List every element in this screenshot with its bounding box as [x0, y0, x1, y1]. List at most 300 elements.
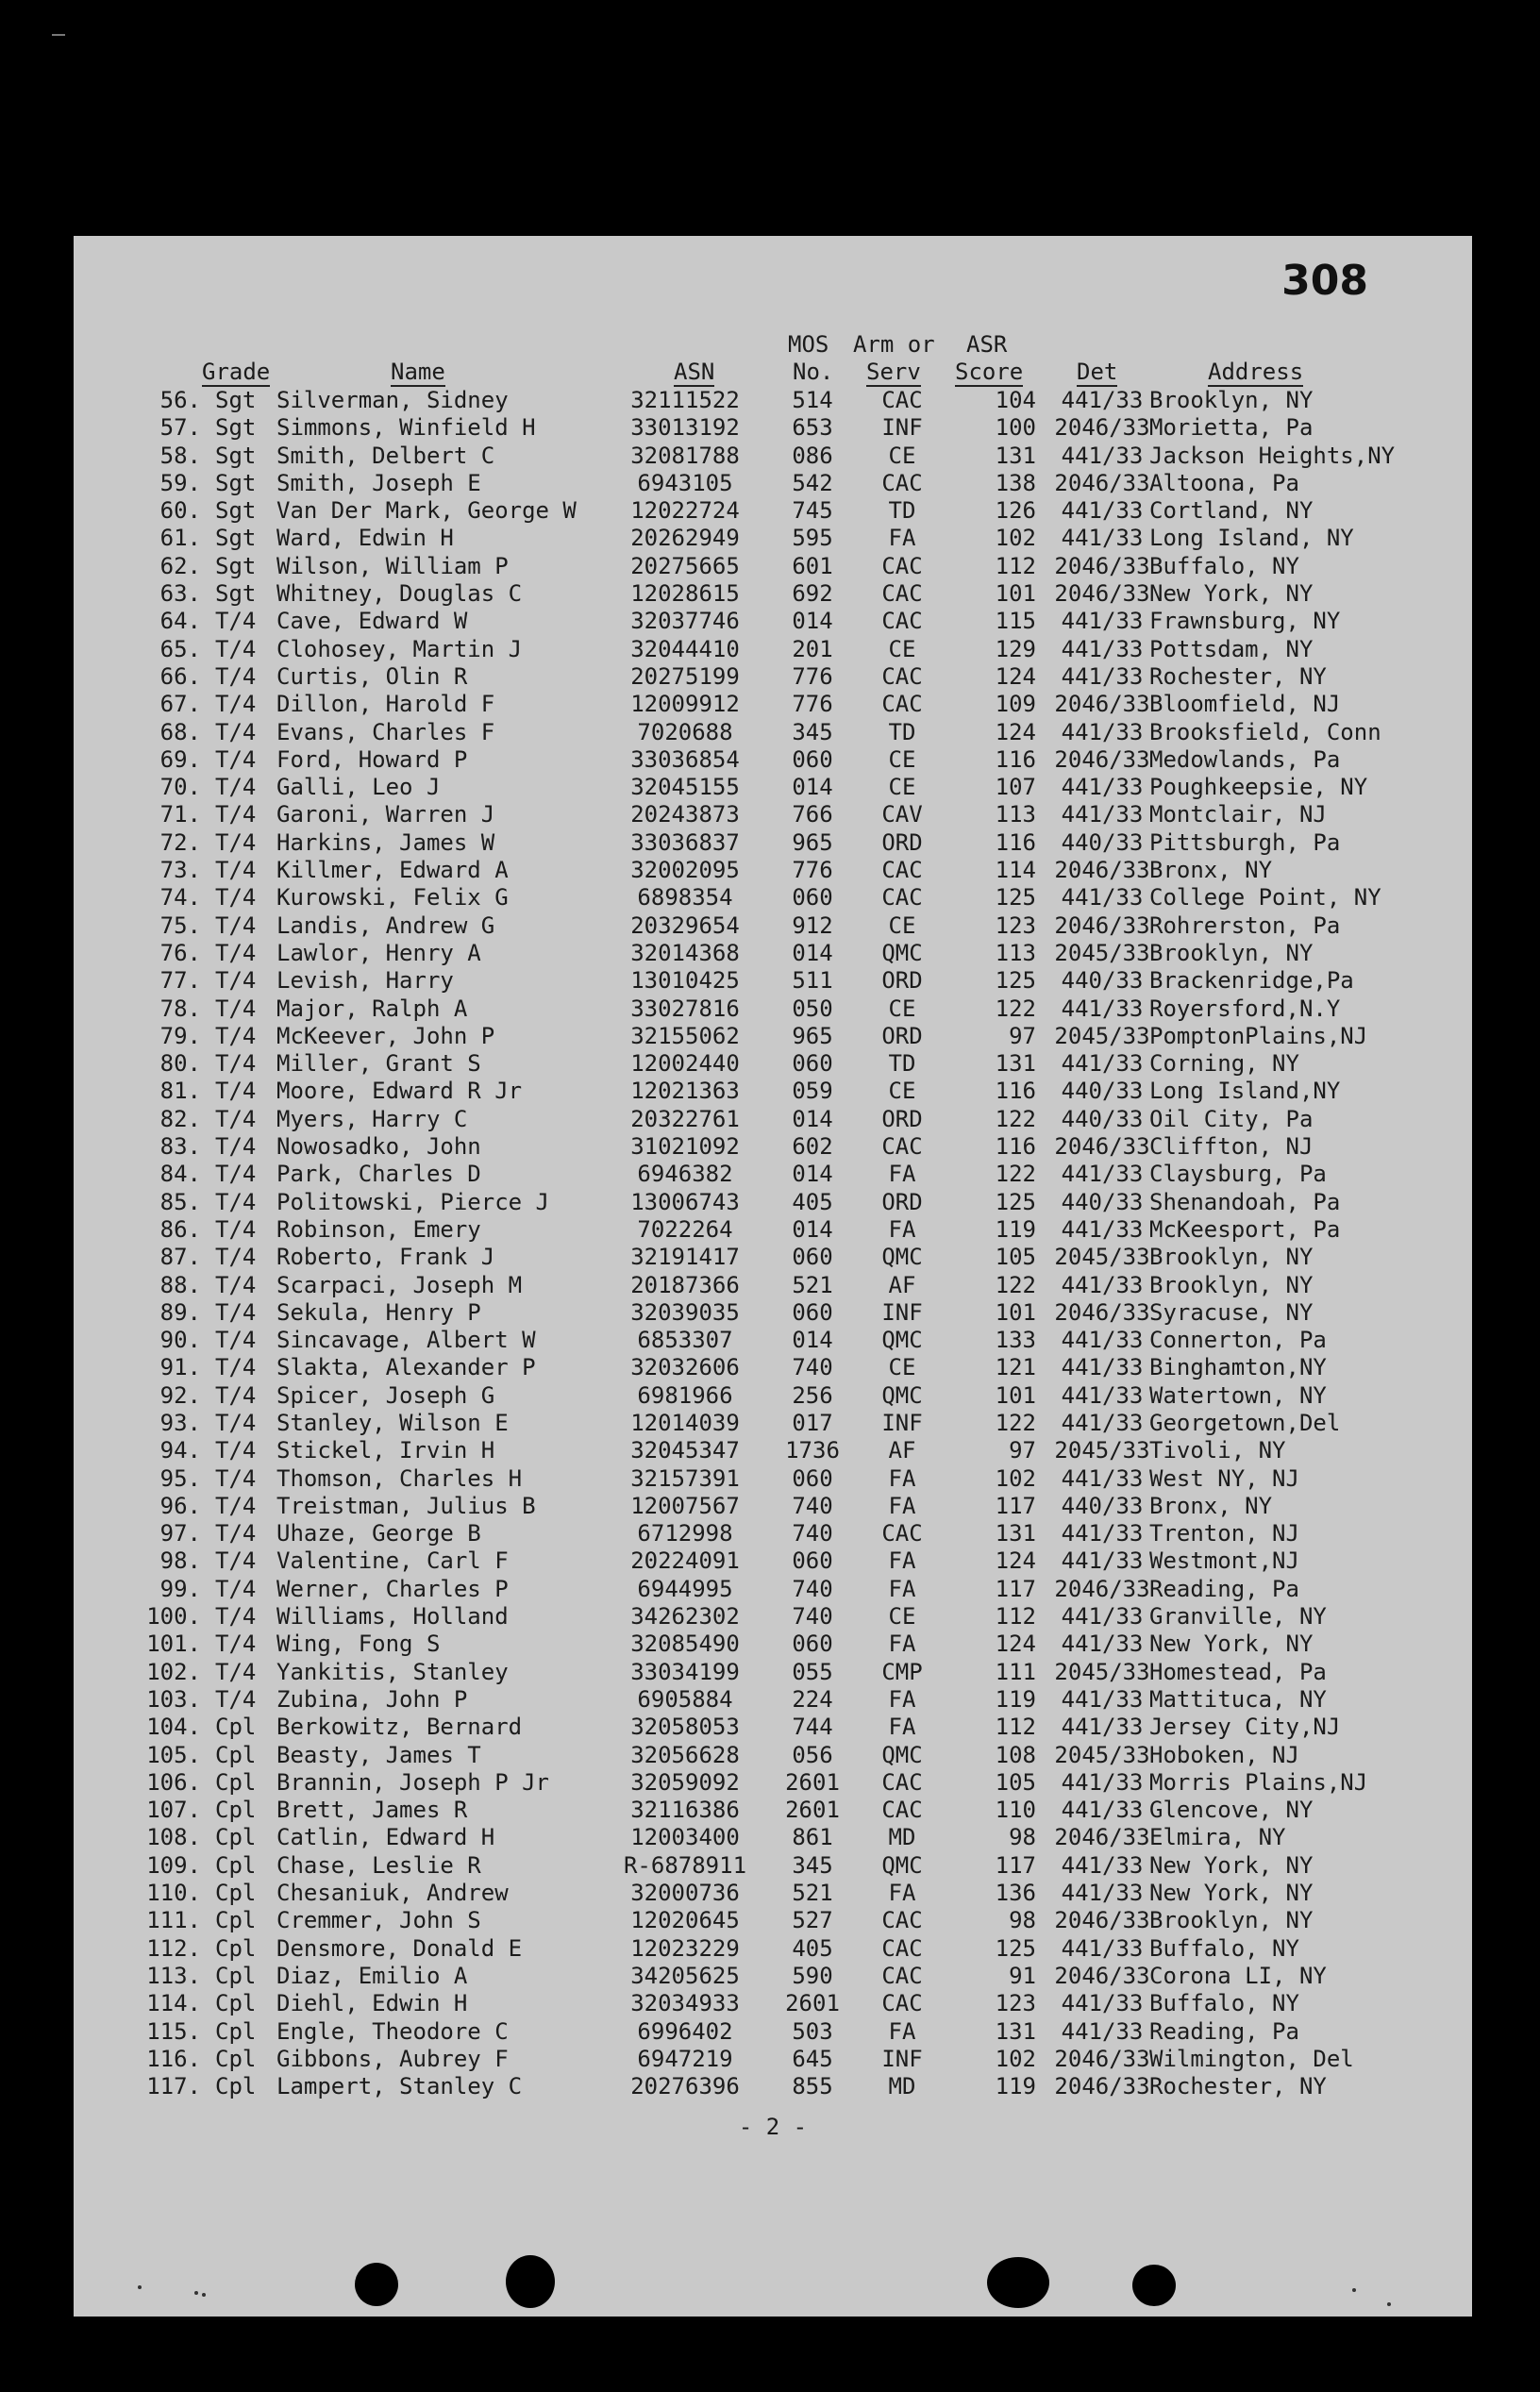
- row-det: 441/33: [1061, 1768, 1144, 1796]
- row-asn: 33013192: [630, 414, 740, 442]
- row-address: Bronx, NY: [1149, 857, 1273, 884]
- table-row: [74, 2073, 1472, 2100]
- row-name: Catlin, Edward H: [276, 1824, 495, 1851]
- row-number: 97.: [159, 1520, 201, 1547]
- row-number: 110.: [146, 1880, 201, 1907]
- row-name: Silverman, Sidney: [276, 387, 509, 413]
- row-number: 77.: [159, 967, 201, 995]
- row-mos: 744: [792, 1714, 833, 1741]
- row-address: Morietta, Pa: [1149, 414, 1314, 442]
- row-number: 87.: [159, 1244, 201, 1271]
- row-det: 441/33: [1061, 1354, 1144, 1381]
- row-arm-serv: FA: [888, 1880, 916, 1907]
- row-arm-serv: ORD: [881, 1105, 923, 1132]
- row-asr-score: 123: [995, 912, 1036, 939]
- row-grade: T/4: [215, 912, 257, 939]
- row-address: Brooklyn, NY: [1149, 939, 1314, 966]
- row-asr-score: 131: [995, 1050, 1036, 1078]
- row-asr-score: 121: [995, 1354, 1036, 1381]
- row-address: Tivoli, NY: [1149, 1437, 1286, 1464]
- row-mos: 601: [792, 552, 833, 579]
- row-asn: 32037746: [630, 608, 740, 635]
- row-asr-score: 112: [995, 1603, 1036, 1631]
- row-asn: 12022724: [630, 497, 740, 525]
- row-arm-serv: QMC: [881, 1851, 923, 1879]
- table-row: [74, 1907, 1472, 1934]
- row-asr-score: 113: [995, 801, 1036, 828]
- table-row: [74, 2046, 1472, 2073]
- row-asn: 13010425: [630, 967, 740, 995]
- row-grade: Sgt: [215, 497, 257, 525]
- row-name: Slakta, Alexander P: [276, 1354, 536, 1381]
- row-mos: 405: [792, 1188, 833, 1215]
- row-mos: 912: [792, 912, 833, 939]
- row-det: 2046/33: [1054, 1133, 1150, 1161]
- row-name: Curtis, Olin R: [276, 662, 468, 690]
- row-det: 441/33: [1061, 387, 1144, 413]
- row-grade: Cpl: [215, 1824, 257, 1851]
- table-row: [74, 719, 1472, 746]
- table-row: [74, 884, 1472, 912]
- row-grade: T/4: [215, 1464, 257, 1492]
- row-grade: Cpl: [215, 1851, 257, 1879]
- row-grade: T/4: [215, 745, 257, 773]
- row-number: 111.: [146, 1907, 201, 1934]
- table-row: [74, 912, 1472, 940]
- row-asn: 32191417: [630, 1244, 740, 1271]
- row-asn: 13006743: [630, 1188, 740, 1215]
- row-det: 441/33: [1061, 1934, 1144, 1962]
- row-asr-score: 116: [995, 828, 1036, 856]
- row-arm-serv: MD: [888, 2073, 916, 2100]
- row-asn: 32157391: [630, 1464, 740, 1492]
- row-grade: T/4: [215, 1520, 257, 1547]
- row-address: West NY, NJ: [1149, 1464, 1299, 1492]
- row-address: Montclair, NJ: [1149, 801, 1327, 828]
- row-asn: 20275665: [630, 552, 740, 579]
- row-det: 440/33: [1061, 1078, 1144, 1105]
- row-asn: 12002440: [630, 1050, 740, 1078]
- row-asr-score: 104: [995, 387, 1036, 413]
- row-address: Buffalo, NY: [1149, 1934, 1299, 1962]
- row-asr-score: 114: [995, 857, 1036, 884]
- row-number: 95.: [159, 1464, 201, 1492]
- row-number: 79.: [159, 1022, 201, 1049]
- row-arm-serv: CAC: [881, 662, 923, 690]
- table-row: [74, 1631, 1472, 1658]
- row-det: 441/33: [1061, 1880, 1144, 1907]
- row-grade: T/4: [215, 1437, 257, 1464]
- row-asr-score: 100: [995, 414, 1036, 442]
- row-asn: 20187366: [630, 1271, 740, 1298]
- row-grade: Cpl: [215, 1990, 257, 2017]
- row-asr-score: 101: [995, 1381, 1036, 1409]
- row-name: Van Der Mark, George W: [276, 497, 577, 525]
- row-grade: T/4: [215, 691, 257, 718]
- row-mos: 776: [792, 662, 833, 690]
- row-grade: T/4: [215, 995, 257, 1022]
- punch-hole: [987, 2257, 1049, 2308]
- row-grade: Cpl: [215, 1880, 257, 1907]
- row-asn: 6947219: [637, 2045, 733, 2072]
- row-mos: 745: [792, 497, 833, 525]
- row-address: Georgetown,Del: [1149, 1409, 1341, 1436]
- row-arm-serv: FA: [888, 1714, 916, 1741]
- row-arm-serv: CAC: [881, 1934, 923, 1962]
- row-name: Sekula, Henry P: [276, 1298, 481, 1326]
- row-det: 440/33: [1061, 828, 1144, 856]
- row-arm-serv: QMC: [881, 1327, 923, 1354]
- table-row: [74, 1576, 1472, 1603]
- table-row: [74, 829, 1472, 857]
- row-arm-serv: CAC: [881, 552, 923, 579]
- row-asr-score: 110: [995, 1797, 1036, 1824]
- row-det: 2046/33: [1054, 469, 1150, 496]
- document-page: [74, 236, 1472, 2317]
- row-asn: 20322761: [630, 1105, 740, 1132]
- row-number: 105.: [146, 1741, 201, 1768]
- row-det: 441/33: [1061, 1381, 1144, 1409]
- row-address: New York, NY: [1149, 580, 1314, 608]
- table-row: [74, 1769, 1472, 1797]
- row-arm-serv: CAC: [881, 1797, 923, 1824]
- row-asn: 32111522: [630, 387, 740, 413]
- row-mos: 059: [792, 1078, 833, 1105]
- row-name: Densmore, Donald E: [276, 1934, 523, 1962]
- row-grade: T/4: [215, 1354, 257, 1381]
- row-name: Smith, Delbert C: [276, 442, 495, 469]
- row-address: Rochester, NY: [1149, 2073, 1327, 2100]
- table-row: [74, 1686, 1472, 1714]
- row-grade: Sgt: [215, 580, 257, 608]
- row-arm-serv: FA: [888, 1685, 916, 1713]
- table-row: [74, 1410, 1472, 1437]
- row-asn: 20329654: [630, 912, 740, 939]
- row-det: 2045/33: [1054, 1658, 1150, 1685]
- row-name: Galli, Leo J: [276, 774, 441, 801]
- row-address: Homestead, Pa: [1149, 1658, 1327, 1685]
- row-name: Whitney, Douglas C: [276, 580, 523, 608]
- row-name: Wing, Fong S: [276, 1631, 441, 1658]
- row-grade: T/4: [215, 857, 257, 884]
- row-asn: 20224091: [630, 1547, 740, 1575]
- row-asn: 20276396: [630, 2073, 740, 2100]
- row-det: 2045/33: [1054, 1741, 1150, 1768]
- row-arm-serv: CE: [888, 635, 916, 662]
- row-mos: 2601: [785, 1768, 840, 1796]
- row-asn: 33034199: [630, 1658, 740, 1685]
- row-arm-serv: CAC: [881, 691, 923, 718]
- row-number: 70.: [159, 774, 201, 801]
- row-name: Treistman, Julius B: [276, 1492, 536, 1519]
- row-name: Landis, Andrew G: [276, 912, 495, 939]
- row-number: 104.: [146, 1714, 201, 1741]
- row-det: 2046/33: [1054, 1575, 1150, 1602]
- row-grade: Cpl: [215, 2017, 257, 2045]
- row-address: Jackson Heights,NY: [1149, 442, 1396, 469]
- row-det: 441/33: [1061, 1797, 1144, 1824]
- row-number: 116.: [146, 2045, 201, 2072]
- table-row: [74, 387, 1472, 414]
- row-number: 108.: [146, 1824, 201, 1851]
- row-number: 114.: [146, 1990, 201, 2017]
- row-address: Reading, Pa: [1149, 1575, 1299, 1602]
- row-number: 85.: [159, 1188, 201, 1215]
- row-grade: Cpl: [215, 2045, 257, 2072]
- table-row: [74, 1327, 1472, 1354]
- row-grade: T/4: [215, 662, 257, 690]
- row-asr-score: 119: [995, 2073, 1036, 2100]
- row-det: 2046/33: [1054, 1962, 1150, 1989]
- row-name: Park, Charles D: [276, 1161, 481, 1188]
- row-asn: 34262302: [630, 1603, 740, 1631]
- row-mos: 595: [792, 525, 833, 552]
- row-name: Robinson, Emery: [276, 1215, 481, 1243]
- row-address: Rochester, NY: [1149, 662, 1327, 690]
- row-asn: 20243873: [630, 801, 740, 828]
- row-det: 441/33: [1061, 1603, 1144, 1631]
- row-grade: T/4: [215, 1603, 257, 1631]
- header-det: Det: [1077, 359, 1118, 385]
- row-asn: 20262949: [630, 525, 740, 552]
- row-grade: T/4: [215, 1492, 257, 1519]
- table-row: [74, 1299, 1472, 1327]
- row-det: 441/33: [1061, 801, 1144, 828]
- row-asn: 32045347: [630, 1437, 740, 1464]
- table-row: [74, 414, 1472, 442]
- punch-hole: [355, 2263, 398, 2306]
- row-mos: 740: [792, 1575, 833, 1602]
- scan-mark: [52, 34, 65, 36]
- row-asr-score: 111: [995, 1658, 1036, 1685]
- row-asr-score: 131: [995, 1520, 1036, 1547]
- row-det: 2046/33: [1054, 691, 1150, 718]
- row-arm-serv: ORD: [881, 1188, 923, 1215]
- row-det: 441/33: [1061, 442, 1144, 469]
- row-arm-serv: FA: [888, 2017, 916, 2045]
- row-det: 2046/33: [1054, 2073, 1150, 2100]
- row-det: 441/33: [1061, 635, 1144, 662]
- row-number: 102.: [146, 1658, 201, 1685]
- row-asr-score: 133: [995, 1327, 1036, 1354]
- row-asn: 6898354: [637, 884, 733, 912]
- row-mos: 014: [792, 608, 833, 635]
- row-name: Yankitis, Stanley: [276, 1658, 509, 1685]
- row-address: Watertown, NY: [1149, 1381, 1327, 1409]
- row-det: 2045/33: [1054, 1022, 1150, 1049]
- row-asn: 32059092: [630, 1768, 740, 1796]
- row-grade: Cpl: [215, 1741, 257, 1768]
- row-det: 2046/33: [1054, 912, 1150, 939]
- row-arm-serv: TD: [888, 497, 916, 525]
- speck: [138, 2285, 142, 2289]
- row-asr-score: 131: [995, 442, 1036, 469]
- row-name: Cremmer, John S: [276, 1907, 481, 1934]
- table-row: [74, 1354, 1472, 1381]
- row-arm-serv: TD: [888, 718, 916, 745]
- row-arm-serv: ORD: [881, 828, 923, 856]
- row-number: 59.: [159, 469, 201, 496]
- row-det: 2046/33: [1054, 2045, 1150, 2072]
- header-asr-bottom: Score: [955, 359, 1024, 385]
- row-address: Elmira, NY: [1149, 1824, 1286, 1851]
- row-number: 68.: [159, 718, 201, 745]
- row-asr-score: 119: [995, 1215, 1036, 1243]
- row-mos: 405: [792, 1934, 833, 1962]
- row-det: 441/33: [1061, 1631, 1144, 1658]
- row-mos: 740: [792, 1492, 833, 1519]
- row-arm-serv: FA: [888, 1631, 916, 1658]
- roster-table: [74, 387, 1472, 2100]
- punch-hole: [1132, 2265, 1176, 2306]
- row-det: 441/33: [1061, 2017, 1144, 2045]
- row-number: 115.: [146, 2017, 201, 2045]
- table-row: [74, 470, 1472, 497]
- row-asn: 6946382: [637, 1161, 733, 1188]
- table-row: [74, 1880, 1472, 1907]
- speck: [1387, 2302, 1391, 2306]
- row-address: Rohrerston, Pa: [1149, 912, 1341, 939]
- row-det: 2046/33: [1054, 1907, 1150, 1934]
- row-asr-score: 102: [995, 1464, 1036, 1492]
- row-address: Brooksfield, Conn: [1149, 718, 1381, 745]
- row-mos: 086: [792, 442, 833, 469]
- row-asr-score: 117: [995, 1851, 1036, 1879]
- row-address: Medowlands, Pa: [1149, 745, 1341, 773]
- row-asr-score: 101: [995, 1298, 1036, 1326]
- row-address: Morris Plains,NJ: [1149, 1768, 1368, 1796]
- row-grade: T/4: [215, 828, 257, 856]
- row-mos: 511: [792, 967, 833, 995]
- table-row: [74, 497, 1472, 525]
- row-grade: Sgt: [215, 414, 257, 442]
- row-number: 74.: [159, 884, 201, 912]
- row-asn: 32000736: [630, 1880, 740, 1907]
- row-det: 441/33: [1061, 774, 1144, 801]
- row-number: 65.: [159, 635, 201, 662]
- row-number: 100.: [146, 1603, 201, 1631]
- row-asr-score: 101: [995, 580, 1036, 608]
- row-arm-serv: CAC: [881, 580, 923, 608]
- row-number: 72.: [159, 828, 201, 856]
- row-arm-serv: CE: [888, 745, 916, 773]
- row-asr-score: 105: [995, 1244, 1036, 1271]
- row-asr-score: 116: [995, 745, 1036, 773]
- row-arm-serv: AF: [888, 1271, 916, 1298]
- row-grade: T/4: [215, 718, 257, 745]
- table-row: [74, 1714, 1472, 1741]
- row-grade: Sgt: [215, 442, 257, 469]
- row-name: Moore, Edward R Jr: [276, 1078, 523, 1105]
- row-address: Claysburg, Pa: [1149, 1161, 1327, 1188]
- row-asn: 12020645: [630, 1907, 740, 1934]
- table-row: [74, 443, 1472, 470]
- row-name: Valentine, Carl F: [276, 1547, 509, 1575]
- row-address: Bronx, NY: [1149, 1492, 1273, 1519]
- row-det: 441/33: [1061, 608, 1144, 635]
- row-arm-serv: TD: [888, 1050, 916, 1078]
- row-arm-serv: CE: [888, 912, 916, 939]
- header-name: Name: [391, 359, 445, 385]
- table-row: [74, 1189, 1472, 1216]
- row-asr-score: 98: [1009, 1907, 1036, 1934]
- row-number: 56.: [159, 387, 201, 413]
- row-mos: 653: [792, 414, 833, 442]
- row-mos: 345: [792, 718, 833, 745]
- row-det: 2046/33: [1054, 552, 1150, 579]
- row-name: Uhaze, George B: [276, 1520, 481, 1547]
- row-grade: T/4: [215, 1022, 257, 1049]
- row-grade: T/4: [215, 884, 257, 912]
- table-row: [74, 940, 1472, 967]
- row-asn: 32085490: [630, 1631, 740, 1658]
- page-number: 308: [1281, 257, 1368, 305]
- row-name: Levish, Harry: [276, 967, 454, 995]
- table-row: [74, 1990, 1472, 2017]
- row-det: 441/33: [1061, 1714, 1144, 1741]
- row-asr-score: 117: [995, 1575, 1036, 1602]
- row-arm-serv: CAC: [881, 1907, 923, 1934]
- row-arm-serv: CMP: [881, 1658, 923, 1685]
- table-row: [74, 857, 1472, 884]
- row-name: Smith, Joseph E: [276, 469, 481, 496]
- footer-page-number: - 2 -: [738, 2114, 808, 2140]
- table-row: [74, 1742, 1472, 1769]
- row-det: 440/33: [1061, 1492, 1144, 1519]
- row-name: Ford, Howard P: [276, 745, 468, 773]
- header-mos-bottom: No.: [793, 359, 834, 385]
- row-asr-score: 108: [995, 1741, 1036, 1768]
- row-arm-serv: CAC: [881, 1520, 923, 1547]
- row-arm-serv: ORD: [881, 1022, 923, 1049]
- row-arm-serv: CAC: [881, 1990, 923, 2017]
- row-mos: 060: [792, 1631, 833, 1658]
- row-det: 2045/33: [1054, 1244, 1150, 1271]
- row-name: Sincavage, Albert W: [276, 1327, 536, 1354]
- row-address: Brooklyn, NY: [1149, 1907, 1314, 1934]
- row-name: Dillon, Harold F: [276, 691, 495, 718]
- row-asr-score: 112: [995, 1714, 1036, 1741]
- row-arm-serv: QMC: [881, 939, 923, 966]
- row-address: Long Island, NY: [1149, 525, 1354, 552]
- row-asn: 34205625: [630, 1962, 740, 1989]
- row-arm-serv: CE: [888, 1354, 916, 1381]
- row-mos: 2601: [785, 1990, 840, 2017]
- table-row: [74, 608, 1472, 635]
- table-row: [74, 1797, 1472, 1824]
- row-mos: 050: [792, 995, 833, 1022]
- row-mos: 527: [792, 1907, 833, 1934]
- row-address: Bloomfield, NJ: [1149, 691, 1341, 718]
- row-grade: T/4: [215, 774, 257, 801]
- row-number: 82.: [159, 1105, 201, 1132]
- row-arm-serv: CAC: [881, 1768, 923, 1796]
- table-row: [74, 1437, 1472, 1464]
- row-grade: Sgt: [215, 552, 257, 579]
- row-det: 441/33: [1061, 1050, 1144, 1078]
- row-asn: 6944995: [637, 1575, 733, 1602]
- row-arm-serv: QMC: [881, 1244, 923, 1271]
- table-row: [74, 1161, 1472, 1188]
- row-asn: 12014039: [630, 1409, 740, 1436]
- row-name: Roberto, Frank J: [276, 1244, 495, 1271]
- row-det: 441/33: [1061, 718, 1144, 745]
- row-asn: 32044410: [630, 635, 740, 662]
- table-row: [74, 2018, 1472, 2046]
- row-mos: 692: [792, 580, 833, 608]
- row-det: 440/33: [1061, 1105, 1144, 1132]
- row-mos: 060: [792, 1298, 833, 1326]
